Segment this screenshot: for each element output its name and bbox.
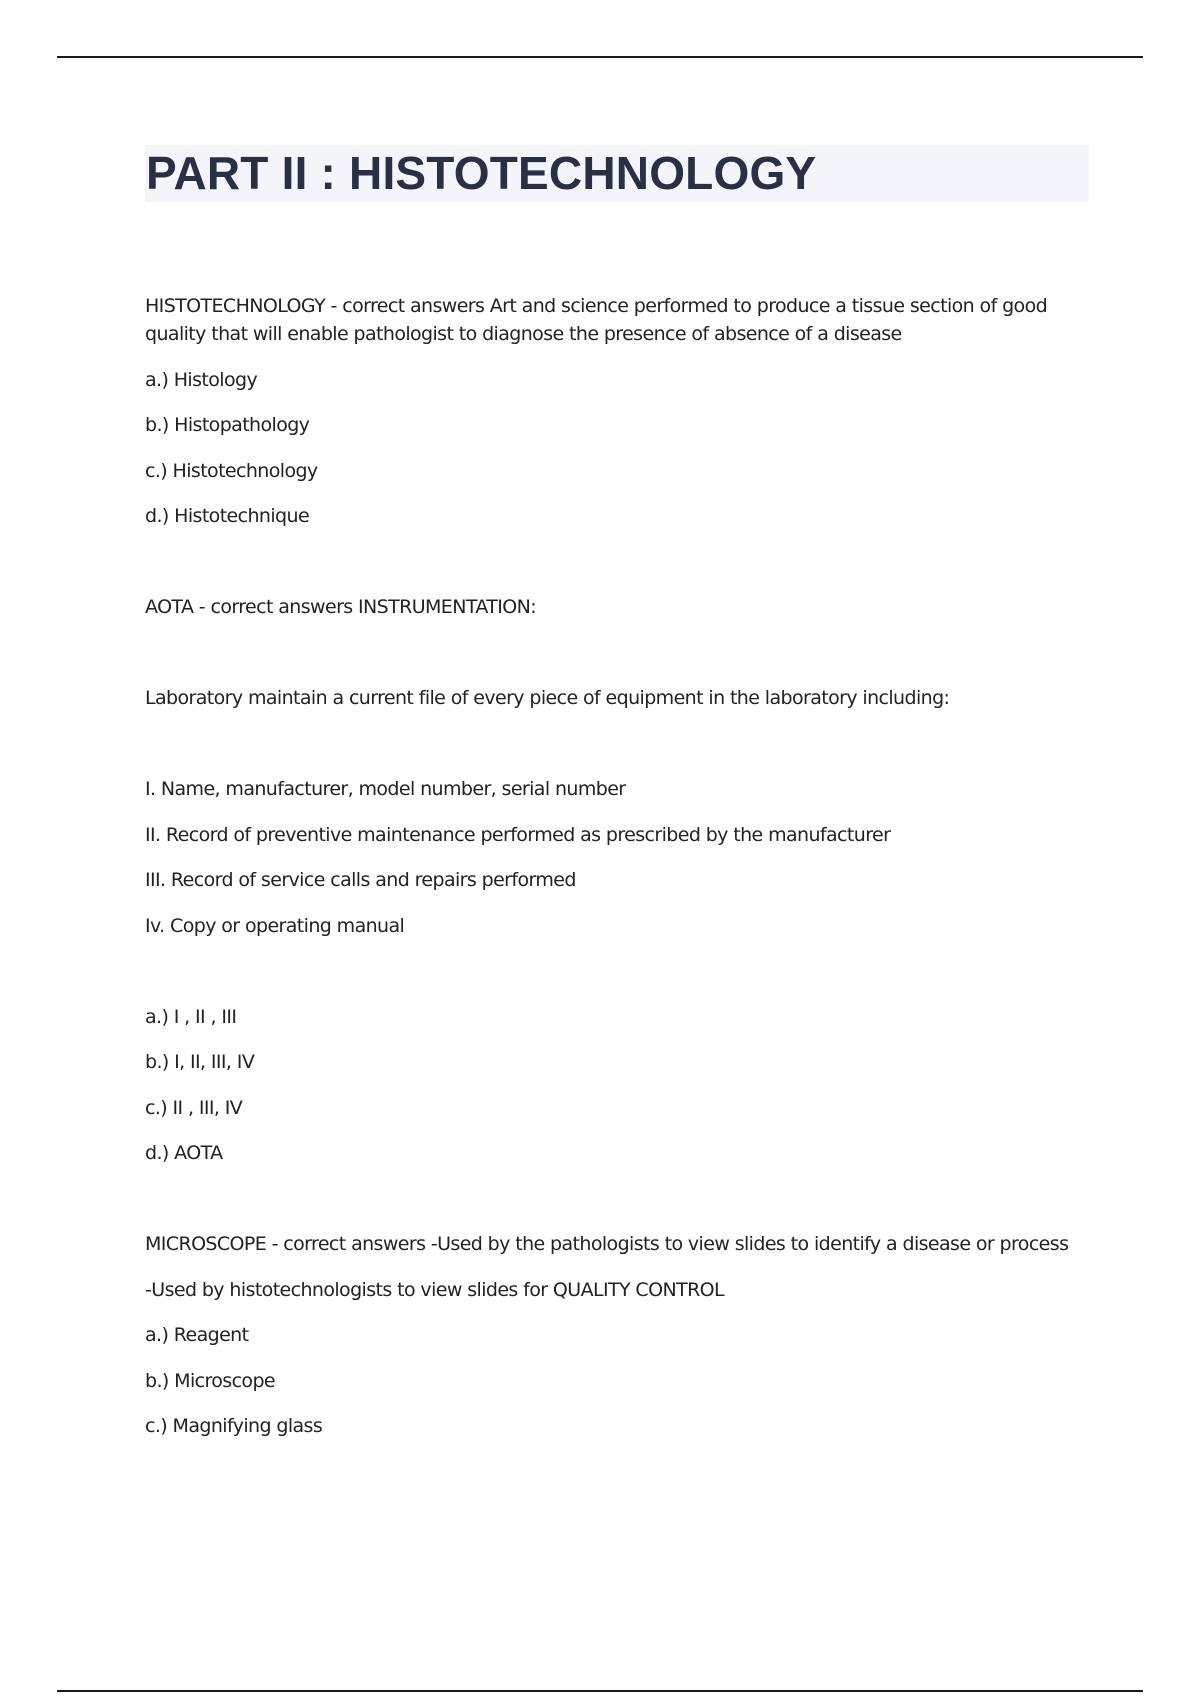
q3-option-b: b.) Microscope [145, 1370, 276, 1392]
q2-option-a: a.) I , II , III [145, 1006, 237, 1028]
q1-option-d: d.) Histotechnique [145, 505, 310, 527]
page-title: PART II : HISTOTECHNOLOGY [146, 147, 817, 199]
q3-option-a: a.) Reagent [145, 1324, 249, 1346]
q3-prompt-line-2: -Used by histotechnologists to view slides for QUALITY CONTROL [145, 1279, 725, 1301]
q1-prompt-line-1: HISTOTECHNOLOGY - correct answers Art and science performed to produce a tissue section of good [145, 295, 1048, 317]
bottom-rule [57, 1690, 1143, 1692]
top-rule [57, 56, 1143, 58]
q3-option-c: c.) Magnifying glass [145, 1415, 323, 1437]
q2-option-b: b.) I, II, III, IV [145, 1051, 255, 1073]
q1-option-a: a.) Histology [145, 369, 258, 391]
q2-statement-4: Iv. Copy or operating manual [145, 915, 405, 937]
q2-option-c: c.) II , III, IV [145, 1097, 243, 1119]
q1-option-b: b.) Histopathology [145, 414, 310, 436]
q1-option-c: c.) Histotechnology [145, 460, 318, 482]
q2-statement-3: III. Record of service calls and repairs performed [145, 869, 576, 891]
q2-statement-1: I. Name, manufacturer, model number, serial number [145, 778, 626, 800]
q2-option-d: d.) AOTA [145, 1142, 223, 1164]
q1-prompt-line-2: quality that will enable pathologist to diagnose the presence of absence of a disease [145, 323, 902, 345]
q2-context: Laboratory maintain a current file of every piece of equipment in the laboratory including: [145, 687, 950, 709]
q2-statement-2: II. Record of preventive maintenance performed as prescribed by the manufacturer [145, 824, 891, 846]
q3-prompt-line-1: MICROSCOPE - correct answers -Used by the pathologists to view slides to identify a disease or process [145, 1233, 1069, 1255]
q2-prompt: AOTA - correct answers INSTRUMENTATION: [145, 596, 537, 618]
